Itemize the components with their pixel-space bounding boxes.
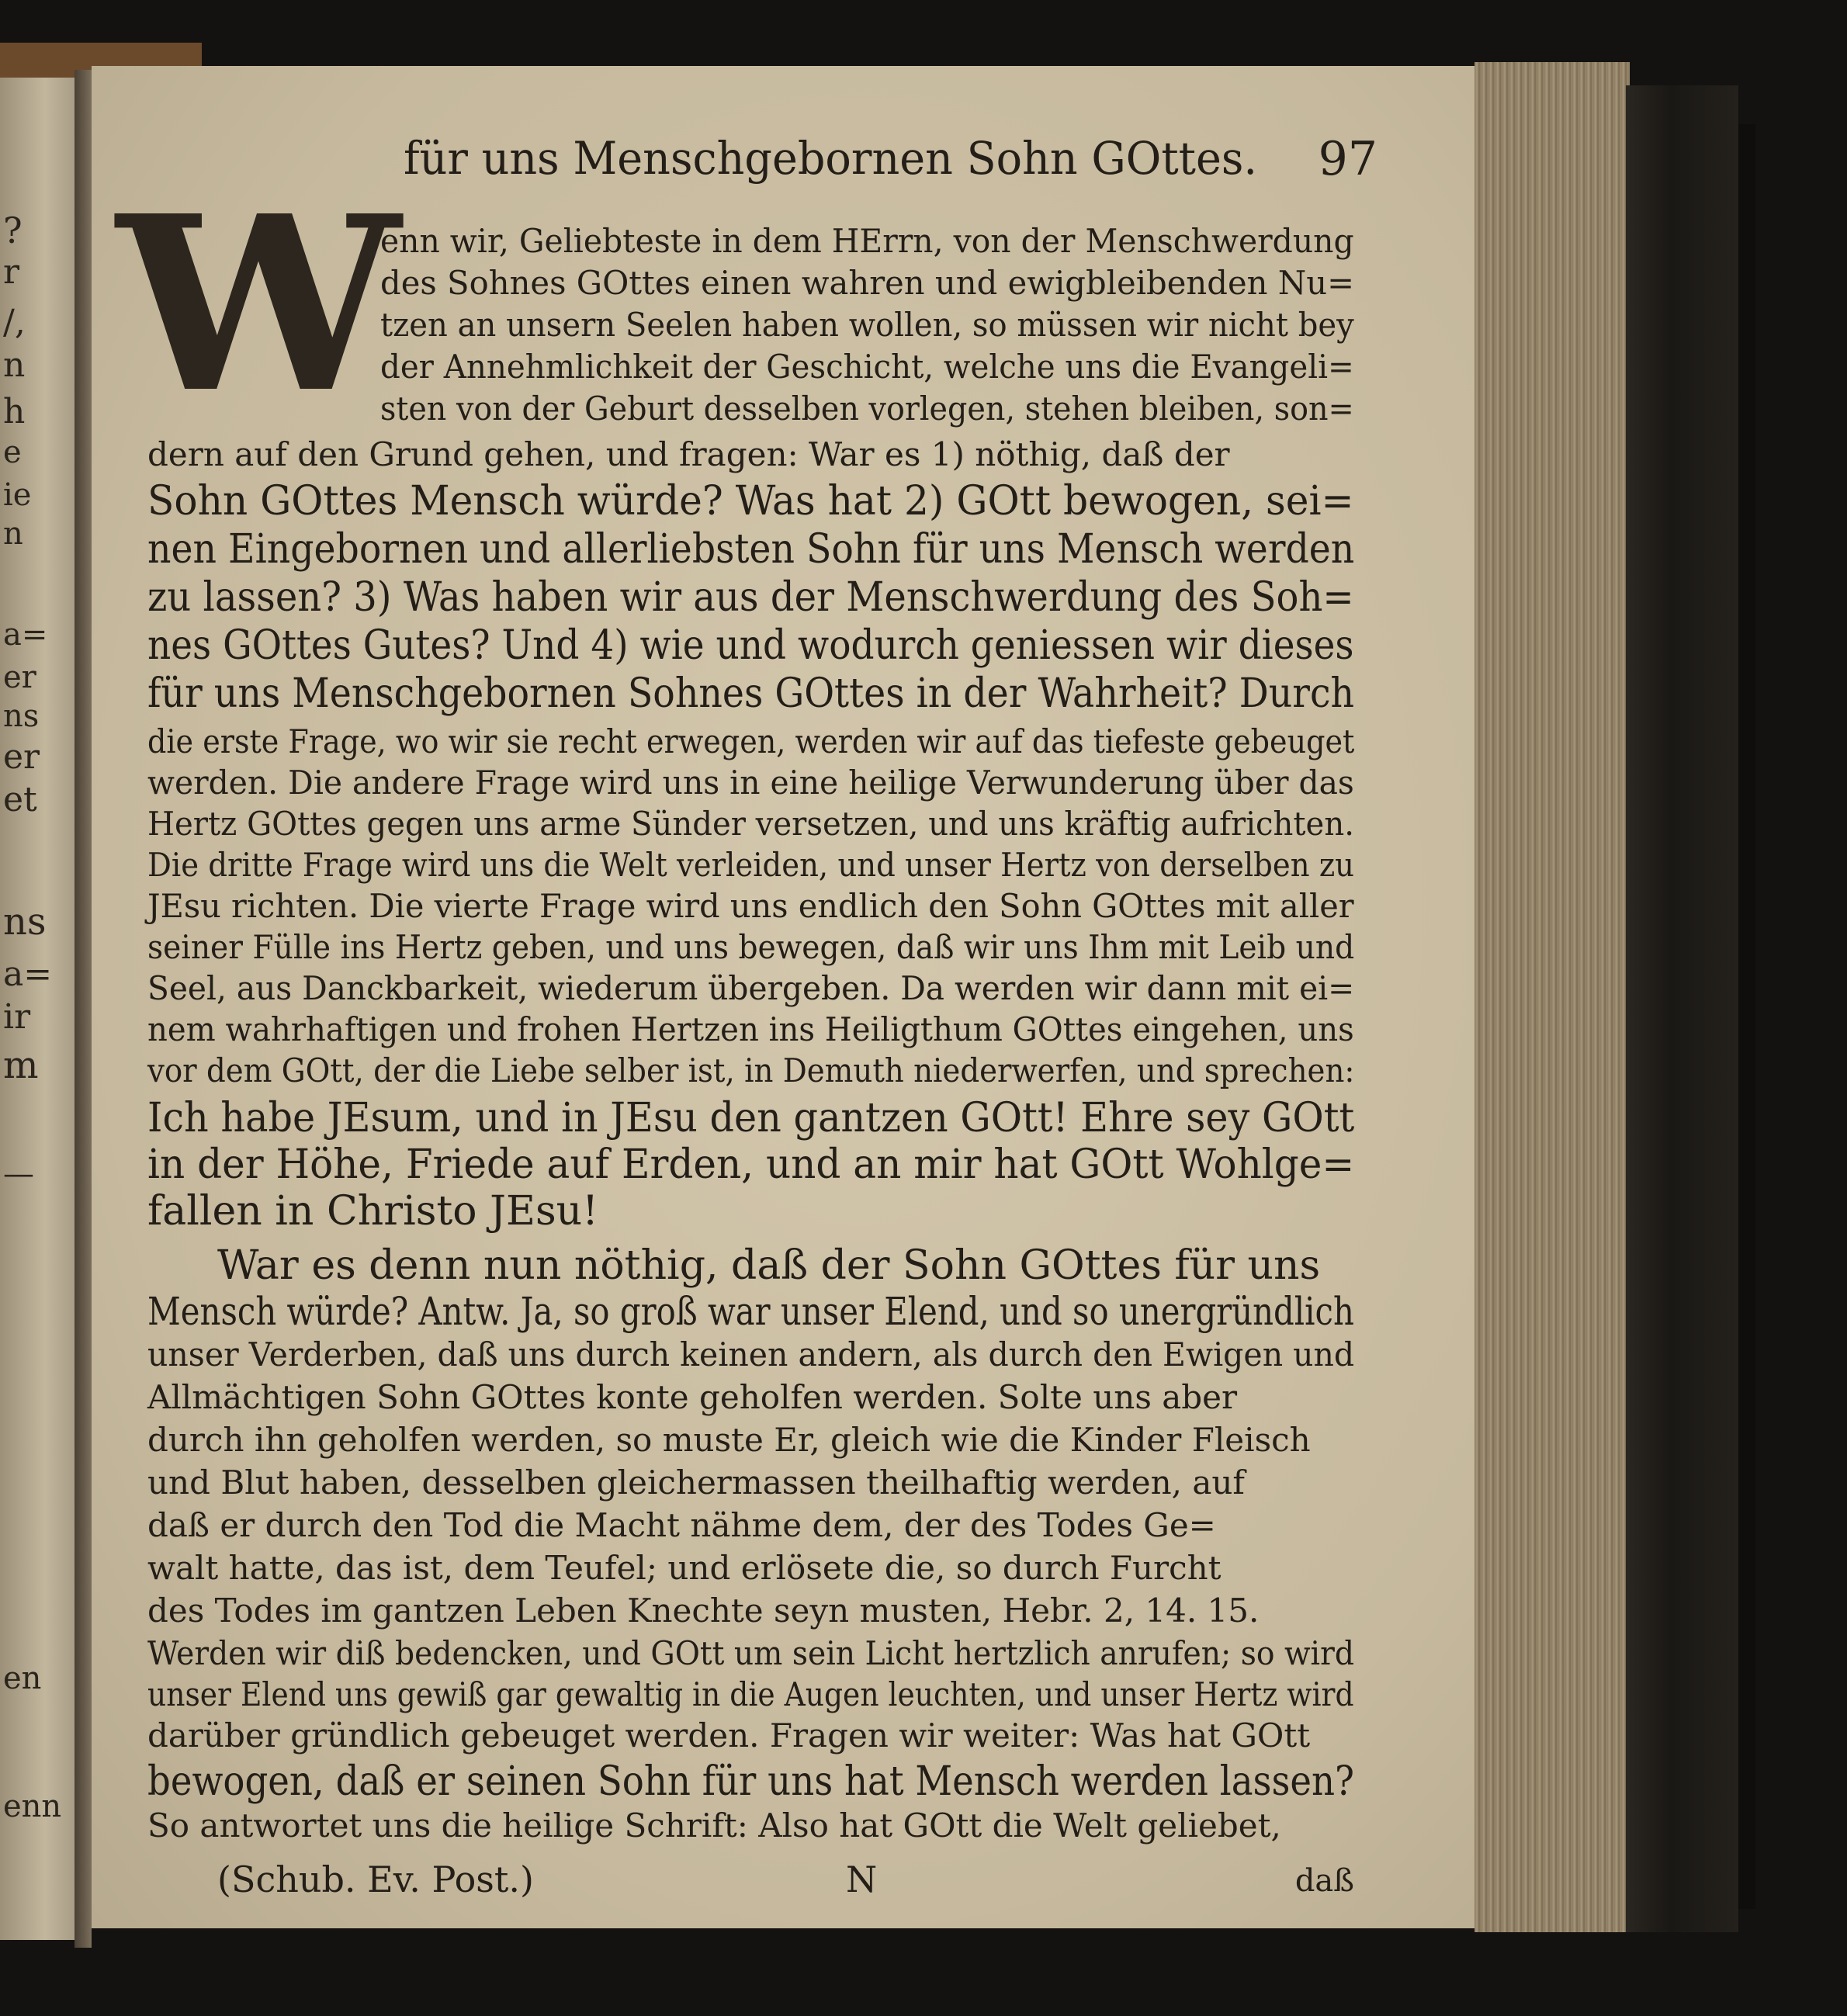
left-fragment: er	[3, 737, 40, 777]
text-line: Mensch würde? Antw. Ja, so groß war unser Elend, und so unergründlich	[147, 1289, 1354, 1334]
text-line: Werden wir diß bedencken, und GOtt um sein Licht hertzlich anrufen; so wird	[147, 1634, 1354, 1672]
left-fragment: h	[3, 392, 26, 431]
page-number: 97	[1318, 132, 1377, 186]
left-fragment: ie	[3, 477, 32, 513]
text-line: tzen an unsern Seelen haben wollen, so müssen wir nicht bey	[380, 306, 1354, 344]
signature-mark: N	[846, 1858, 878, 1900]
text-line: vor dem GOtt, der die Liebe selber ist, in Demuth niederwerfen, und sprechen:	[147, 1051, 1355, 1089]
text-line: JEsu richten. Die vierte Frage wird uns endlich den Sohn GOttes mit aller	[147, 887, 1354, 925]
left-fragment: et	[3, 780, 37, 819]
book-cover-edge	[1738, 124, 1755, 1909]
text-line: walt hatte, das ist, dem Teufel; und erlösete die, so durch Furcht	[147, 1549, 1222, 1587]
left-fragment: en	[3, 1661, 42, 1696]
text-line: nes GOttes Gutes? Und 4) wie und wodurch geniessen wir dieses	[147, 622, 1354, 669]
text-line: dern auf den Grund gehen, und fragen: War es 1) nöthig, daß der	[147, 435, 1230, 473]
text-line: in der Höhe, Friede auf Erden, und an mir hat GOtt Wohlge=	[147, 1141, 1355, 1188]
text-line: daß er durch den Tod die Macht nähme dem, der des Todes Ge=	[147, 1506, 1216, 1544]
text-line: nem wahrhaftigen und frohen Hertzen ins Heiligthum GOttes eingehen, uns	[147, 1010, 1354, 1048]
left-fragment: ns	[3, 900, 47, 944]
text-line: Seel, aus Danckbarkeit, wiederum übergeben. Da werden wir dann mit ei=	[147, 969, 1355, 1007]
left-fragment: e	[3, 435, 22, 470]
text-line: des Sohnes GOttes einen wahren und ewigbleibenden Nu=	[380, 264, 1355, 302]
text-line: Allmächtigen Sohn GOttes konte geholfen werden. Solte uns aber	[147, 1378, 1238, 1416]
text-line: sten von der Geburt desselben vorlegen, stehen bleiben, son=	[380, 390, 1354, 428]
text-line: seiner Fülle ins Hertz geben, und uns bewegen, daß wir uns Ihm mit Leib und	[147, 928, 1355, 966]
left-fragment: n	[3, 516, 23, 552]
text-line: So antwortet uns die heilige Schrift: Also hat GOtt die Welt geliebet,	[147, 1806, 1281, 1845]
catchword: daß	[1294, 1863, 1354, 1899]
book-gutter	[75, 70, 92, 1948]
left-fragment: —	[3, 1156, 34, 1192]
page-block-edges	[1474, 62, 1630, 1932]
running-title-abbreviation: (Schub. Ev. Post.)	[217, 1858, 534, 1900]
text-line: enn wir, Geliebteste in dem HErrn, von der Menschwerdung	[380, 222, 1354, 260]
text-line: durch ihn geholfen werden, so muste Er, gleich wie die Kinder Fleisch	[147, 1421, 1311, 1459]
page-footer	[147, 1858, 1354, 1905]
text-line: nen Eingebornen und allerliebsten Sohn für uns Mensch werden	[147, 526, 1355, 573]
text-line: Hertz GOttes gegen uns arme Sünder versetzen, und uns kräftig aufrichten.	[147, 805, 1354, 843]
text-line: War es denn nun nöthig, daß der Sohn GOttes für uns	[217, 1242, 1321, 1289]
left-fragment: ir	[3, 997, 31, 1037]
left-fragment: enn	[3, 1789, 62, 1824]
left-fragment: a=	[3, 954, 53, 994]
text-line: Sohn GOttes Mensch würde? Was hat 2) GOtt bewogen, sei=	[147, 478, 1354, 525]
text-line: der Annehmlichkeit der Geschicht, welche uns die Evangeli=	[380, 348, 1354, 386]
drop-cap-letter: W	[116, 163, 400, 446]
running-head: für uns Menschgebornen Sohn GOttes.	[404, 132, 1258, 185]
text-line: fallen in Christo JEsu!	[147, 1188, 599, 1235]
text-line: unser Elend uns gewiß gar gewaltig in die Augen leuchten, und unser Hertz wird	[147, 1675, 1354, 1713]
text-line: bewogen, daß er seinen Sohn für uns hat Mensch werden lassen?	[147, 1758, 1355, 1805]
book-cover	[1626, 85, 1738, 1932]
text-line: Die dritte Frage wird uns die Welt verleiden, und unser Hertz von derselben zu	[147, 846, 1354, 884]
text-line: werden. Die andere Frage wird uns in eine heilige Verwunderung über das	[147, 764, 1354, 802]
left-fragment: n	[3, 345, 26, 385]
text-line: für uns Menschgebornen Sohnes GOttes in der Wahrheit? Durch	[147, 670, 1355, 717]
text-line: und Blut haben, desselben gleichermassen theilhaftig werden, auf	[147, 1464, 1245, 1502]
page-text	[116, 116, 1377, 1900]
left-fragment: m	[3, 1044, 39, 1087]
text-line: unser Verderben, daß uns durch keinen andern, als durch den Ewigen und	[147, 1335, 1355, 1373]
left-fragment: ns	[3, 698, 40, 734]
left-fragment: ?	[3, 210, 23, 251]
ornamental-initial	[116, 163, 400, 446]
left-fragment: r	[3, 252, 20, 292]
left-fragment: /,	[3, 303, 26, 342]
left-fragment: a=	[3, 617, 48, 653]
text-line: zu lassen? 3) Was haben wir aus der Menschwerdung des Soh=	[147, 574, 1354, 621]
text-line: darüber gründlich gebeuget werden. Fragen wir weiter: Was hat GOtt	[147, 1716, 1311, 1754]
text-line: Ich habe JEsum, und in JEsu den gantzen GOtt! Ehre sey GOtt	[147, 1095, 1355, 1141]
text-line: des Todes im gantzen Leben Knechte seyn musten, Hebr. 2, 14. 15.	[147, 1592, 1260, 1630]
left-page-edge	[0, 78, 75, 1940]
left-fragment: er	[3, 660, 36, 695]
text-line: die erste Frage, wo wir sie recht erwegen, werden wir auf das tiefeste gebeuget	[147, 722, 1355, 760]
